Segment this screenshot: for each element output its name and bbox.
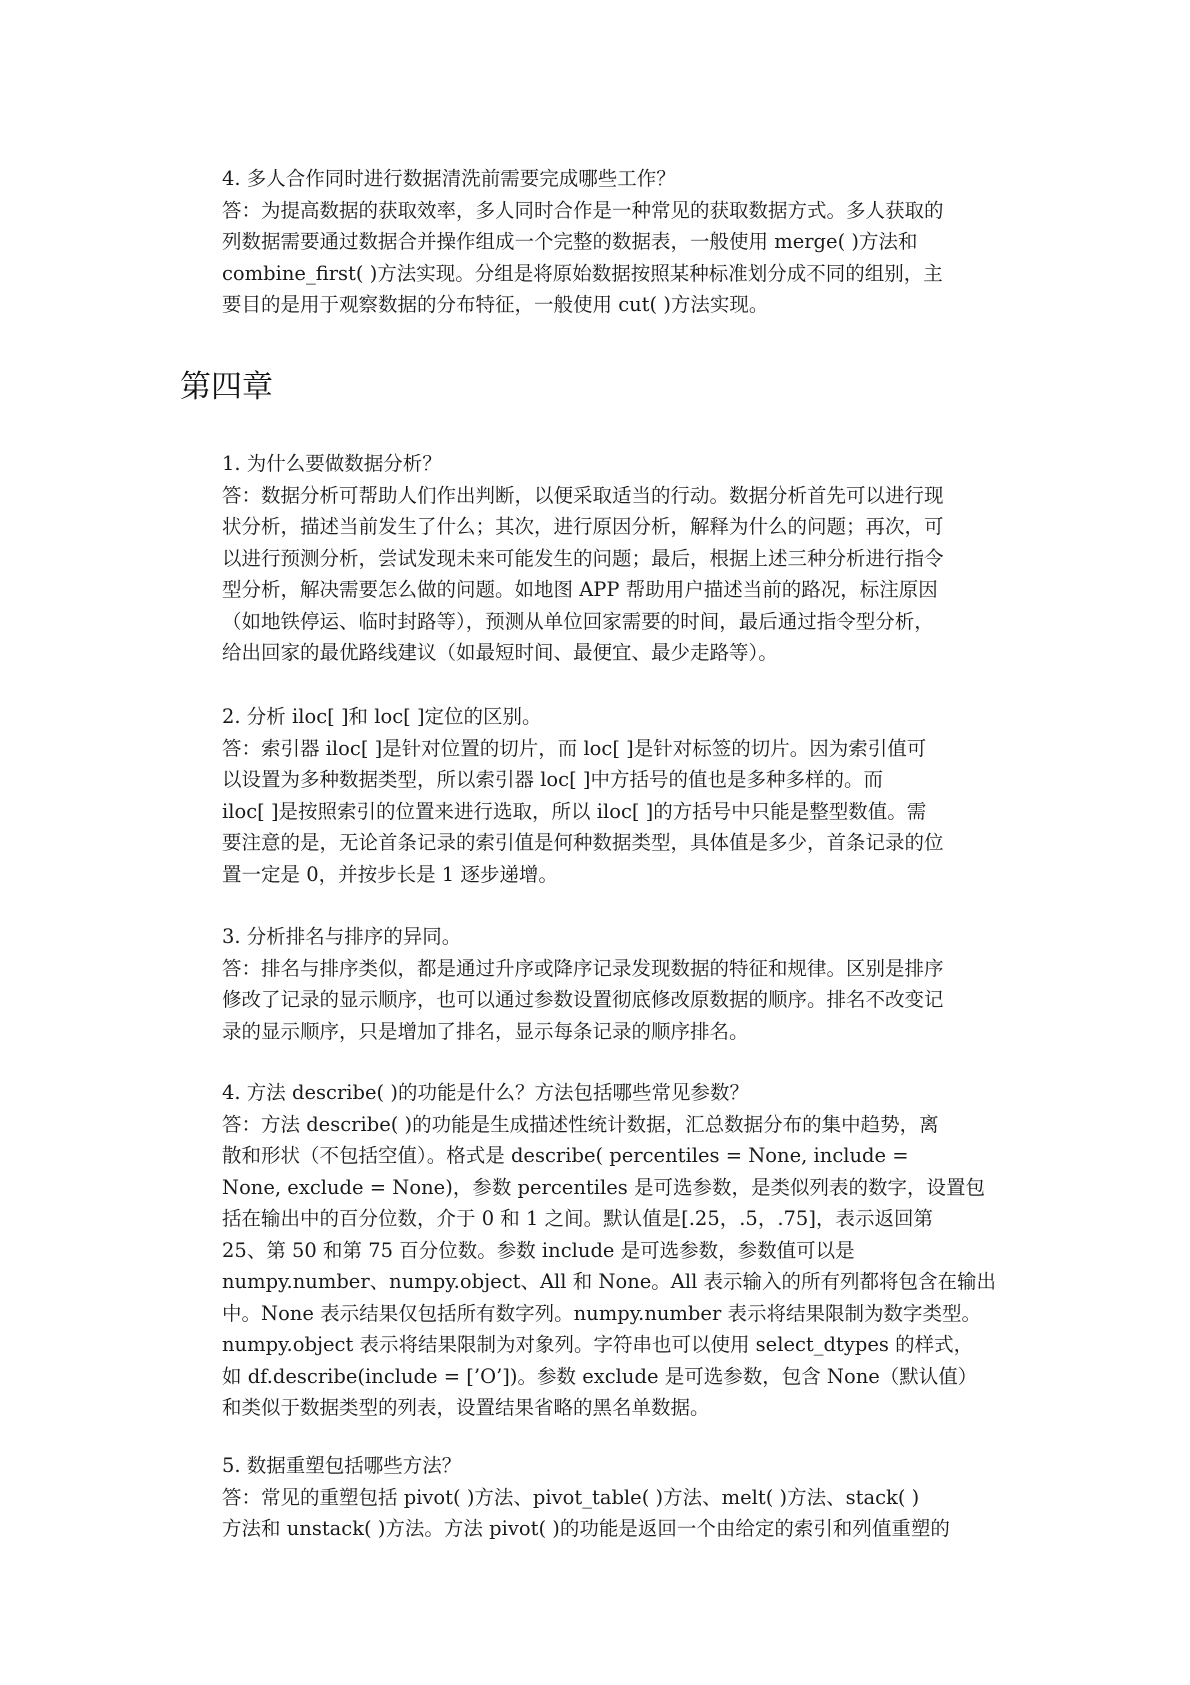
- answer-line: 要目的是用于观察数据的分布特征，一般使用 cut( )方法实现。: [222, 293, 769, 316]
- answer-line: combine_first( )方法实现。分组是将原始数据按照某种标准划分成不同的组别，主: [222, 261, 943, 285]
- question-block-3: [222, 921, 1012, 1047]
- answer-line: 列数据需要通过数据合并操作组成一个完整的数据表，一般使用 merge( )方法和: [222, 230, 918, 253]
- answer-line: numpy.object 表示将结果限制为对象列。字符串也可以使用 select_dtypes 的样式，: [222, 1333, 974, 1356]
- answer-line: 和类似于数据类型的列表，设置结果省略的黑名单数据。: [222, 1396, 710, 1419]
- answer-line: numpy.number、numpy.object、All 和 None。All 表示输入的所有列都将包含在输出: [222, 1270, 997, 1293]
- answer-line: 如 df.describe(include = [’O’])。参数 exclude 是可选参数，包含 None（默认值）: [222, 1364, 978, 1388]
- answer-line: 以设置为多种数据类型，所以索引器 loc[ ]中方括号的值也是多种多样的。而: [222, 768, 884, 791]
- question-line: 4. 多人合作同时进行数据清洗前需要完成哪些工作？: [222, 167, 676, 190]
- answer-line: 录的显示顺序，只是增加了排名，显示每条记录的顺序排名。: [222, 1019, 749, 1043]
- question-block-5: [222, 1450, 1012, 1545]
- answer-line: 中。None 表示结果仅包括所有数字列。numpy.number 表示将结果限制为数字类型。: [222, 1301, 981, 1325]
- answer-line: 给出回家的最优路线建议（如最短时间、最便宜、最少走路等）。: [222, 641, 778, 664]
- answer-line: 答：常见的重塑包括 pivot( )方法、pivot_table( )方法、melt( )方法、stack( ): [222, 1485, 920, 1509]
- answer-line: 方法和 unstack( )方法。方法 pivot( )的功能是返回一个由给定的索引和列值重塑的: [222, 1517, 950, 1540]
- answer-line: 要注意的是，无论首条记录的索引值是何种数据类型，具体值是多少，首条记录的位: [222, 831, 944, 854]
- answer-line: 状分析，描述当前发生了什么；其次，进行原因分析，解释为什么的问题；再次，可: [222, 515, 944, 538]
- answer-line: 答：数据分析可帮助人们作出判断，以便采取适当的行动。数据分析首先可以进行现: [222, 483, 944, 507]
- question-line: 4. 方法 describe( )的功能是什么？方法包括哪些常见参数？: [222, 1081, 749, 1104]
- answer-line: iloc[ ]是按照索引的位置来进行选取，所以 iloc[ ]的方括号中只能是整型数值。需: [222, 799, 927, 823]
- answer-line: 以进行预测分析，尝试发现未来可能发生的问题；最后，根据上述三种分析进行指令: [222, 546, 944, 570]
- question-line: 1. 为什么要做数据分析？: [222, 452, 442, 475]
- answer-line: 答：为提高数据的获取效率，多人同时合作是一种常见的获取数据方式。多人获取的: [222, 198, 944, 222]
- prev-chapter-question-4: [222, 163, 1012, 321]
- question-line: 5. 数据重塑包括哪些方法？: [222, 1454, 462, 1477]
- answer-line: （如地铁停运、临时封路等），预测从单位回家需要的时间，最后通过指令型分析，: [222, 609, 934, 633]
- answer-line: 散和形状（不包括空值）。格式是 describe( percentiles = None, include =: [222, 1144, 909, 1167]
- chapter-title: 第四章: [180, 369, 273, 405]
- question-block-1: [222, 448, 1012, 669]
- answer-line: None, exclude = None)，参数 percentiles 是可选参数，是类似列表的数字，设置包: [222, 1175, 985, 1199]
- answer-line: 括在输出中的百分位数，介于 0 和 1 之间。默认值是[.25，.5，.75]，表示返回第: [222, 1207, 933, 1230]
- question-line: 3. 分析排名与排序的异同。: [222, 925, 462, 948]
- answer-line: 置一定是 0，并按步长是 1 逐步递增。: [222, 862, 558, 886]
- answer-line: 答：索引器 iloc[ ]是针对位置的切片，而 loc[ ]是针对标签的切片。因为索引值可: [222, 736, 927, 760]
- answer-line: 答：方法 describe( )的功能是生成描述性统计数据，汇总数据分布的集中趋势，离: [222, 1112, 939, 1136]
- answer-line: 修改了记录的显示顺序，也可以通过参数设置彻底修改原数据的顺序。排名不改变记: [222, 988, 944, 1011]
- question-block-4: [222, 1077, 1012, 1424]
- question-block-2: [222, 701, 1012, 890]
- answer-line: 型分析，解决需要怎么做的问题。如地图 APP 帮助用户描述当前的路况，标注原因: [222, 578, 938, 601]
- answer-line: 25、第 50 和第 75 百分位数。参数 include 是可选参数，参数值可以是: [222, 1238, 855, 1262]
- answer-line: 答：排名与排序类似，都是通过升序或降序记录发现数据的特征和规律。区别是排序: [222, 956, 944, 980]
- question-line: 2. 分析 iloc[ ]和 loc[ ]定位的区别。: [222, 705, 542, 728]
